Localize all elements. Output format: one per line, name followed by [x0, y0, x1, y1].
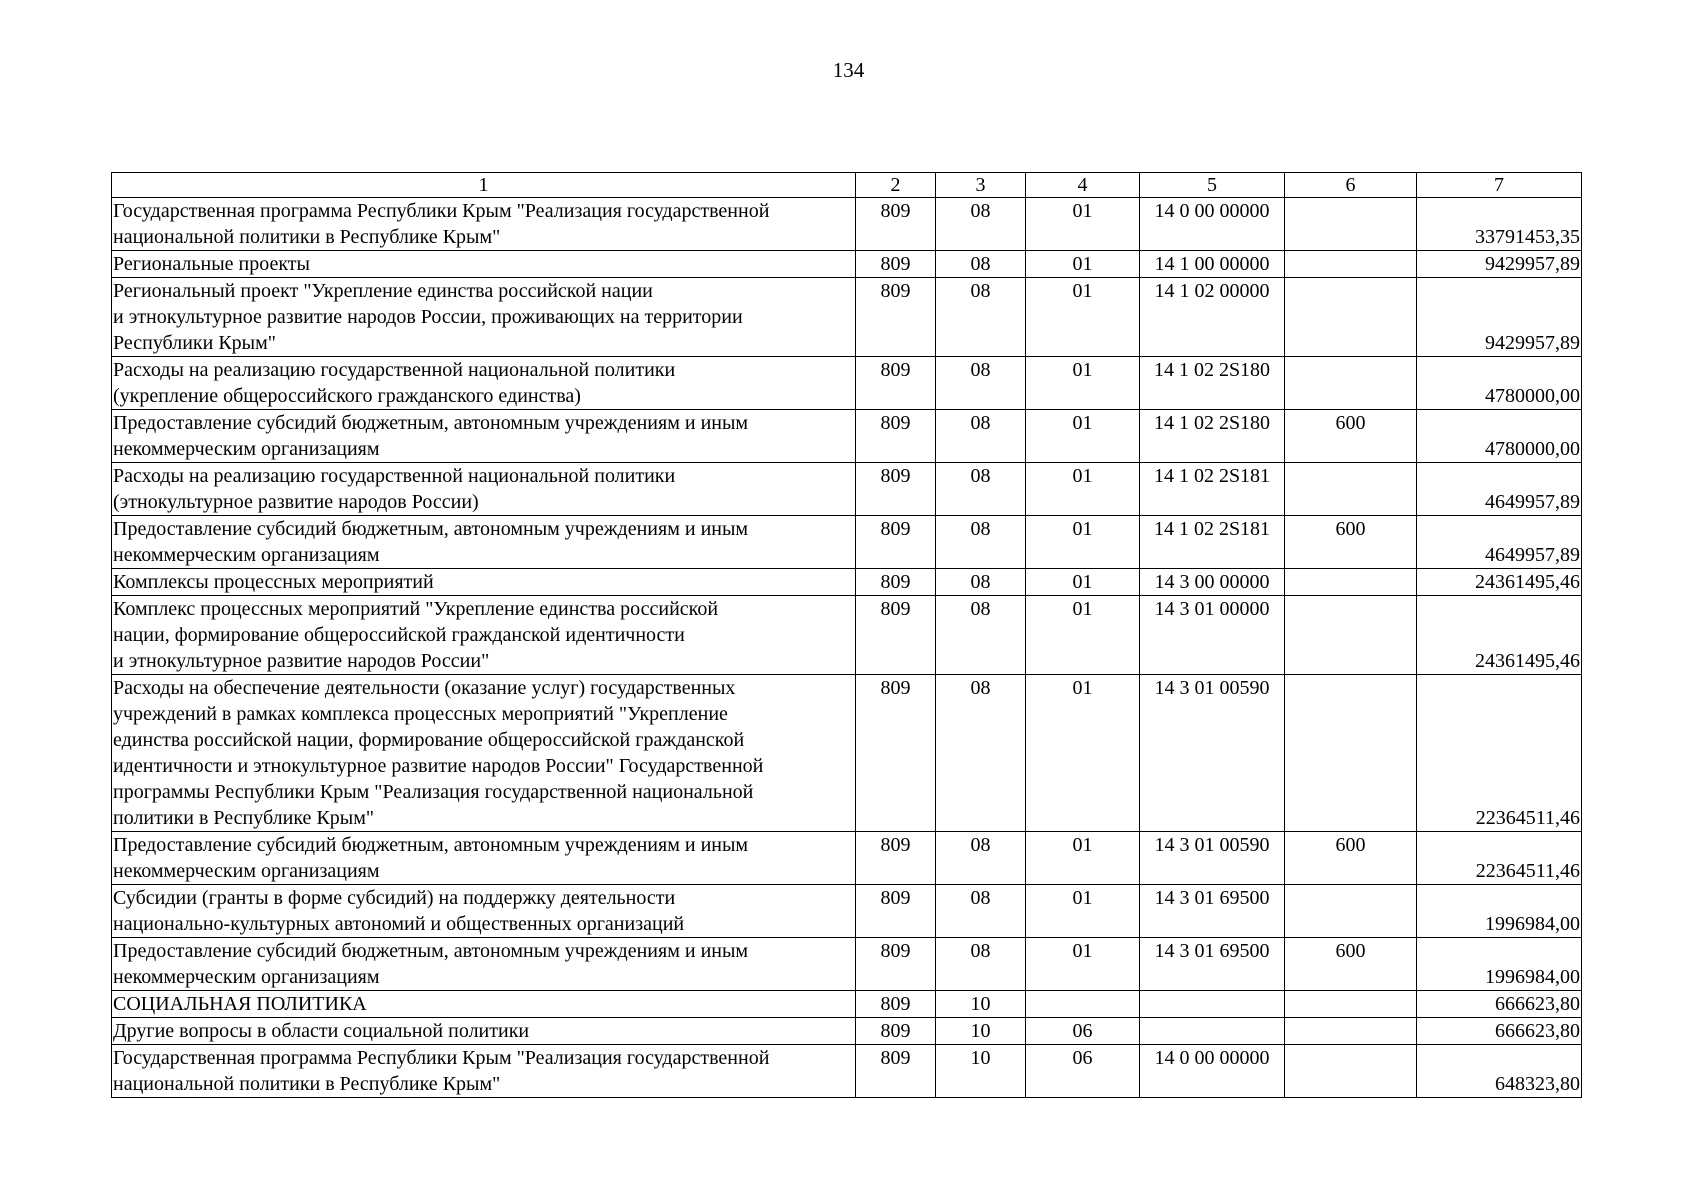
- cell-ministry-code: 809: [856, 1045, 936, 1098]
- table-row: [112, 410, 1582, 463]
- cell-expense-type: [1285, 596, 1417, 675]
- table-row: [112, 516, 1582, 569]
- cell-item-name: Комплекс процессных мероприятий "Укрепление единства российской нации, формирование общероссийской гражданской идентичности и этнокультурное развитие народов России": [112, 596, 856, 675]
- cell-amount: 666623,80: [1417, 1018, 1582, 1045]
- table-row: [112, 938, 1582, 991]
- cell-ministry-code: 809: [856, 516, 936, 569]
- cell-item-name: Предоставление субсидий бюджетным, автономным учреждениям и иным некоммерческим организациям: [112, 410, 856, 463]
- cell-subsection-code: 01: [1026, 832, 1140, 885]
- cell-ministry-code: 809: [856, 357, 936, 410]
- table-row: [112, 1045, 1582, 1098]
- cell-ministry-code: 809: [856, 596, 936, 675]
- cell-subsection-code: 01: [1026, 675, 1140, 832]
- cell-section-code: 08: [936, 516, 1026, 569]
- cell-target-article: 14 3 01 69500: [1140, 938, 1285, 991]
- column-header: 3: [936, 173, 1026, 198]
- cell-expense-type: [1285, 278, 1417, 357]
- cell-target-article: 14 1 00 00000: [1140, 251, 1285, 278]
- cell-item-name: Другие вопросы в области социальной политики: [112, 1018, 856, 1045]
- cell-section-code: 08: [936, 885, 1026, 938]
- cell-target-article: [1140, 991, 1285, 1018]
- cell-expense-type: [1285, 463, 1417, 516]
- cell-subsection-code: 06: [1026, 1018, 1140, 1045]
- cell-amount: 4649957,89: [1417, 516, 1582, 569]
- column-header: 2: [856, 173, 936, 198]
- table-row: [112, 463, 1582, 516]
- cell-section-code: 08: [936, 569, 1026, 596]
- column-header: 5: [1140, 173, 1285, 198]
- cell-section-code: 10: [936, 991, 1026, 1018]
- cell-amount: 1996984,00: [1417, 938, 1582, 991]
- cell-amount: 4780000,00: [1417, 357, 1582, 410]
- column-header: 1: [112, 173, 856, 198]
- cell-item-name: Предоставление субсидий бюджетным, автономным учреждениям и иным некоммерческим организациям: [112, 938, 856, 991]
- budget-table: [111, 172, 1582, 1098]
- cell-subsection-code: 01: [1026, 938, 1140, 991]
- cell-target-article: 14 3 00 00000: [1140, 569, 1285, 596]
- cell-section-code: 08: [936, 675, 1026, 832]
- cell-target-article: 14 3 01 00590: [1140, 675, 1285, 832]
- cell-expense-type: 600: [1285, 832, 1417, 885]
- table-row: [112, 569, 1582, 596]
- cell-amount: 33791453,35: [1417, 198, 1582, 251]
- cell-amount: 22364511,46: [1417, 832, 1582, 885]
- cell-amount: 9429957,89: [1417, 278, 1582, 357]
- column-header: 7: [1417, 173, 1582, 198]
- cell-ministry-code: 809: [856, 198, 936, 251]
- cell-expense-type: [1285, 251, 1417, 278]
- table-row: [112, 991, 1582, 1018]
- cell-target-article: 14 1 02 2S180: [1140, 410, 1285, 463]
- cell-expense-type: 600: [1285, 410, 1417, 463]
- cell-section-code: 08: [936, 463, 1026, 516]
- cell-subsection-code: 01: [1026, 198, 1140, 251]
- cell-item-name: Региональный проект "Укрепление единства российской нации и этнокультурное развитие народов России, проживающих на территории Республики Крым": [112, 278, 856, 357]
- cell-expense-type: 600: [1285, 938, 1417, 991]
- cell-amount: 9429957,89: [1417, 251, 1582, 278]
- cell-item-name: Государственная программа Республики Крым "Реализация государственной национальной политики в Республике Крым": [112, 198, 856, 251]
- cell-ministry-code: 809: [856, 675, 936, 832]
- cell-amount: 666623,80: [1417, 991, 1582, 1018]
- cell-expense-type: 600: [1285, 516, 1417, 569]
- cell-amount: 24361495,46: [1417, 569, 1582, 596]
- cell-item-name: Государственная программа Республики Крым "Реализация государственной национальной политики в Республике Крым": [112, 1045, 856, 1098]
- cell-subsection-code: 01: [1026, 278, 1140, 357]
- cell-target-article: 14 0 00 00000: [1140, 1045, 1285, 1098]
- cell-ministry-code: 809: [856, 938, 936, 991]
- table-row: [112, 278, 1582, 357]
- cell-section-code: 10: [936, 1018, 1026, 1045]
- cell-ministry-code: 809: [856, 463, 936, 516]
- cell-item-name: Расходы на реализацию государственной национальной политики (укрепление общероссийского гражданского единства): [112, 357, 856, 410]
- column-header: 6: [1285, 173, 1417, 198]
- table-row: [112, 596, 1582, 675]
- cell-amount: 1996984,00: [1417, 885, 1582, 938]
- cell-subsection-code: 01: [1026, 569, 1140, 596]
- cell-expense-type: [1285, 198, 1417, 251]
- cell-section-code: 10: [936, 1045, 1026, 1098]
- cell-amount: 24361495,46: [1417, 596, 1582, 675]
- cell-section-code: 08: [936, 278, 1026, 357]
- table-row: [112, 1018, 1582, 1045]
- cell-ministry-code: 809: [856, 832, 936, 885]
- cell-section-code: 08: [936, 251, 1026, 278]
- cell-item-name: Субсидии (гранты в форме субсидий) на поддержку деятельности национально-культурных автономий и общественных организаций: [112, 885, 856, 938]
- cell-ministry-code: 809: [856, 251, 936, 278]
- cell-expense-type: [1285, 357, 1417, 410]
- table-row: [112, 198, 1582, 251]
- table-row: [112, 251, 1582, 278]
- cell-subsection-code: 01: [1026, 885, 1140, 938]
- page-number: 134: [832, 58, 865, 82]
- cell-subsection-code: 01: [1026, 251, 1140, 278]
- cell-expense-type: [1285, 1045, 1417, 1098]
- cell-expense-type: [1285, 885, 1417, 938]
- cell-target-article: 14 3 01 00590: [1140, 832, 1285, 885]
- cell-item-name: Предоставление субсидий бюджетным, автономным учреждениям и иным некоммерческим организациям: [112, 516, 856, 569]
- cell-subsection-code: 01: [1026, 516, 1140, 569]
- cell-target-article: 14 1 02 2S180: [1140, 357, 1285, 410]
- cell-item-name: Комплексы процессных мероприятий: [112, 569, 856, 596]
- cell-ministry-code: 809: [856, 278, 936, 357]
- cell-subsection-code: 01: [1026, 410, 1140, 463]
- table-row: [112, 675, 1582, 832]
- cell-subsection-code: 06: [1026, 1045, 1140, 1098]
- cell-amount: 4780000,00: [1417, 410, 1582, 463]
- cell-ministry-code: 809: [856, 569, 936, 596]
- cell-amount: 648323,80: [1417, 1045, 1582, 1098]
- table-header-row: [112, 173, 1582, 198]
- cell-subsection-code: 01: [1026, 463, 1140, 516]
- cell-target-article: 14 3 01 00000: [1140, 596, 1285, 675]
- cell-section-code: 08: [936, 832, 1026, 885]
- cell-target-article: 14 1 02 00000: [1140, 278, 1285, 357]
- cell-section-code: 08: [936, 938, 1026, 991]
- cell-section-code: 08: [936, 357, 1026, 410]
- cell-expense-type: [1285, 569, 1417, 596]
- cell-expense-type: [1285, 991, 1417, 1018]
- cell-amount: 22364511,46: [1417, 675, 1582, 832]
- cell-item-name: Расходы на реализацию государственной национальной политики (этнокультурное развитие народов России): [112, 463, 856, 516]
- table-row: [112, 832, 1582, 885]
- cell-expense-type: [1285, 1018, 1417, 1045]
- cell-ministry-code: 809: [856, 1018, 936, 1045]
- table-row: [112, 885, 1582, 938]
- cell-expense-type: [1285, 675, 1417, 832]
- cell-section-code: 08: [936, 410, 1026, 463]
- cell-item-name: Расходы на обеспечение деятельности (оказание услуг) государственных учреждений в рамках комплекса процессных мероприятий "Укрепление единства российской нации, формирование общероссийской гражданской идентичности и этнокультурное развитие народов России" Государственной программы Республики Крым "Реализация государственной национальной политики в Республике Крым": [112, 675, 856, 832]
- cell-subsection-code: [1026, 991, 1140, 1018]
- table-row: [112, 357, 1582, 410]
- cell-section-code: 08: [936, 596, 1026, 675]
- cell-item-name: СОЦИАЛЬНАЯ ПОЛИТИКА: [112, 991, 856, 1018]
- cell-subsection-code: 01: [1026, 596, 1140, 675]
- cell-amount: 4649957,89: [1417, 463, 1582, 516]
- cell-ministry-code: 809: [856, 991, 936, 1018]
- cell-target-article: [1140, 1018, 1285, 1045]
- cell-item-name: Предоставление субсидий бюджетным, автономным учреждениям и иным некоммерческим организациям: [112, 832, 856, 885]
- cell-subsection-code: 01: [1026, 357, 1140, 410]
- column-header: 4: [1026, 173, 1140, 198]
- cell-target-article: 14 1 02 2S181: [1140, 516, 1285, 569]
- cell-section-code: 08: [936, 198, 1026, 251]
- cell-ministry-code: 809: [856, 885, 936, 938]
- cell-target-article: 14 3 01 69500: [1140, 885, 1285, 938]
- cell-ministry-code: 809: [856, 410, 936, 463]
- cell-target-article: 14 0 00 00000: [1140, 198, 1285, 251]
- cell-item-name: Региональные проекты: [112, 251, 856, 278]
- cell-target-article: 14 1 02 2S181: [1140, 463, 1285, 516]
